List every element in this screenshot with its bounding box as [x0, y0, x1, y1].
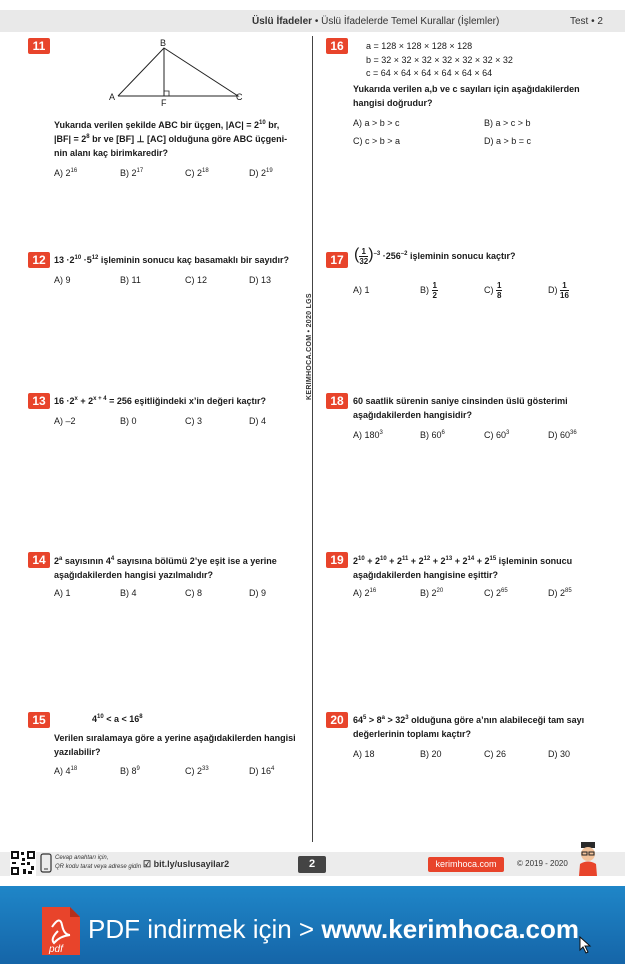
header-test-label: Test • 2	[570, 16, 603, 27]
question-number-19: 19	[326, 552, 348, 568]
qr-code-icon[interactable]	[10, 850, 36, 876]
q17-text: ( $\frac{1}{32}$ )$^{-3} \cdot 256^{-2}$ işleminin sonucu kaçtır?	[354, 245, 516, 266]
pdf-file-icon	[40, 905, 82, 957]
q12-option-a[interactable]: A) 9	[54, 275, 71, 285]
question-number-12: 12	[28, 252, 50, 268]
q19-line2: aşağıdakilerden hangisine eşittir?	[353, 570, 499, 580]
footer-help-line1: Cevap anahtarı için,	[55, 855, 109, 861]
q15-line1: Verilen sıralamaya göre a yerine aşağıdakilerden hangisi	[54, 733, 296, 743]
cursor-icon	[579, 936, 593, 954]
q11-line2: $|BF| = 2^8$ br ve [BF] ⊥ [AC] olduğuna göre ABC üçgeni-	[54, 134, 288, 144]
q16-line2: hangisi doğrudur?	[353, 98, 433, 108]
q14-option-d[interactable]: D) 9	[249, 588, 267, 598]
q12-text: $13 \cdot 2^{10} \cdot 5^{12}$ işleminin sonucu kaç basamaklı bir sayıdır?	[54, 255, 289, 265]
brand-badge[interactable]: kerimhoca.com	[428, 857, 504, 872]
copyright: © 2019 - 2020	[517, 859, 568, 868]
point-label-c: C	[236, 92, 243, 102]
q14-line1: 2$^a$ sayısının $4^4$ sayısına bölümü 2’ye eşit ise a yerine	[54, 556, 277, 566]
q19-option-c[interactable]: C) $2^{65}$	[484, 588, 508, 598]
q16-option-b[interactable]: B) a > c > b	[484, 118, 531, 128]
q17-option-d[interactable]: D) $\frac{1}{16}$	[548, 281, 569, 300]
question-number-15: 15	[28, 712, 50, 728]
q20-option-c[interactable]: C) 26	[484, 749, 507, 759]
q12-option-b[interactable]: B) 11	[120, 275, 141, 285]
q14-line2: aşağıdakilerden hangisi yazılmalıdır?	[54, 570, 214, 580]
q13-option-b[interactable]: B) 0	[120, 416, 137, 426]
q14-option-b[interactable]: B) 4	[120, 588, 137, 598]
question-number-13: 13	[28, 393, 50, 409]
q12-option-c[interactable]: C) 12	[185, 275, 208, 285]
q11-line1: Yukarıda verilen şekilde ABC bir üçgen, $|AC| = 2^{10}$ br,	[54, 120, 280, 130]
q20-line1: $64^5 > 8^a > 32^3$ olduğuna göre a’nın alabileceği tam sayı	[353, 715, 585, 725]
question-number-17: 17	[326, 252, 348, 268]
q18-option-a[interactable]: A) $180^3$	[353, 430, 383, 440]
q16-option-d[interactable]: D) a > b = c	[484, 136, 532, 146]
q16-option-c[interactable]: C) c > b > a	[353, 136, 401, 146]
q11-option-d[interactable]: D) $2^{19}$	[249, 168, 273, 178]
q19-line1: $2^{10} + 2^{10} + 2^{11} + 2^{12} + 2^{13} + 2^{14} + 2^{15}$ işleminin sonucu	[353, 556, 573, 566]
q11-option-c[interactable]: C) $2^{18}$	[185, 168, 209, 178]
q11-line3: nin alanı kaç birimkaredir?	[54, 148, 169, 158]
side-watermark: KERIMHOCA.COM • 2020 LGS	[306, 293, 313, 400]
q15-option-a[interactable]: A) $4^{18}$	[54, 766, 78, 776]
q20-option-d[interactable]: D) 30	[548, 749, 571, 759]
q13-option-c[interactable]: C) 3	[185, 416, 203, 426]
q15-inequality: $4^{10} < a < 16^8$	[92, 714, 143, 724]
q16-def-a: a = 128 × 128 × 128 × 128	[366, 41, 473, 51]
q20-option-a[interactable]: A) 18	[353, 749, 375, 759]
point-label-b: B	[160, 38, 167, 48]
header-title: Üslü İfadeler • Üslü İfadelerde Temel Kurallar (İşlemler)	[252, 16, 500, 27]
q14-option-a[interactable]: A) 1	[54, 588, 71, 598]
q19-option-d[interactable]: D) $2^{85}$	[548, 588, 572, 598]
question-number-20: 20	[326, 712, 348, 728]
mascot-icon	[574, 840, 602, 876]
point-label-a: A	[109, 92, 116, 102]
point-label-f: F	[161, 98, 167, 108]
pdf-icon-label: pdf	[49, 944, 63, 955]
q11-option-b[interactable]: B) $2^{17}$	[120, 168, 144, 178]
q18-line2: aşağıdakilerden hangisidir?	[353, 410, 473, 420]
q14-option-c[interactable]: C) 8	[185, 588, 203, 598]
question-number-16: 16	[326, 38, 348, 54]
q13-text: $16 \cdot 2^x + 2^{x + 4} = 256$ eşitliğindeki x’in değeri kaçtır?	[54, 396, 266, 406]
column-divider	[312, 36, 313, 842]
q18-option-b[interactable]: B) $60^6$	[420, 430, 445, 440]
q19-option-b[interactable]: B) $2^{20}$	[420, 588, 444, 598]
q18-line1: 60 saatlik sürenin saniye cinsinden üslü gösterimi	[353, 396, 568, 406]
q13-option-d[interactable]: D) 4	[249, 416, 267, 426]
banner-text[interactable]: PDF indirmek için > www.kerimhoca.com	[88, 914, 580, 944]
q16-def-b: b = 32 × 32 × 32 × 32 × 32 × 32 × 32	[366, 55, 513, 65]
q16-def-c: c = 64 × 64 × 64 × 64 × 64 × 64	[366, 68, 493, 78]
q15-option-c[interactable]: C) $2^{33}$	[185, 766, 209, 776]
q18-option-d[interactable]: D) $60^{36}$	[548, 430, 577, 440]
q16-option-a[interactable]: A) a > b > c	[353, 118, 400, 128]
q17-option-c[interactable]: C) $\frac{1}{8}$	[484, 281, 502, 300]
triangle-figure	[100, 36, 250, 106]
q20-line2: değerlerinin toplamı kaçtır?	[353, 729, 472, 739]
q19-option-a[interactable]: A) $2^{16}$	[353, 588, 377, 598]
question-number-18: 18	[326, 393, 348, 409]
q17-option-a[interactable]: A) 1	[353, 285, 370, 295]
q12-option-d[interactable]: D) 13	[249, 275, 272, 285]
q15-line2: yazılabilir?	[54, 747, 101, 757]
q15-option-b[interactable]: B) $8^9$	[120, 766, 140, 776]
q16-line1: Yukarıda verilen a,b ve c sayıları için aşağıdakilerden	[353, 84, 580, 94]
question-number-14: 14	[28, 552, 50, 568]
q11-option-a[interactable]: A) $2^{16}$	[54, 168, 78, 178]
q18-option-c[interactable]: C) $60^3$	[484, 430, 510, 440]
page-number: 2	[298, 856, 326, 873]
q20-option-b[interactable]: B) 20	[420, 749, 442, 759]
q13-option-a[interactable]: A) –2	[54, 416, 76, 426]
q15-option-d[interactable]: D) $16^4$	[249, 766, 275, 776]
q17-option-b[interactable]: B) $\frac{1}{2}$	[420, 281, 437, 300]
footer-help-line2: QR kodu tarat veya adrese gidin	[55, 864, 142, 870]
answer-key-link[interactable]: ☑ bit.ly/uslusayilar2	[143, 859, 230, 869]
phone-icon	[40, 853, 52, 873]
question-number-11: 11	[28, 38, 50, 54]
